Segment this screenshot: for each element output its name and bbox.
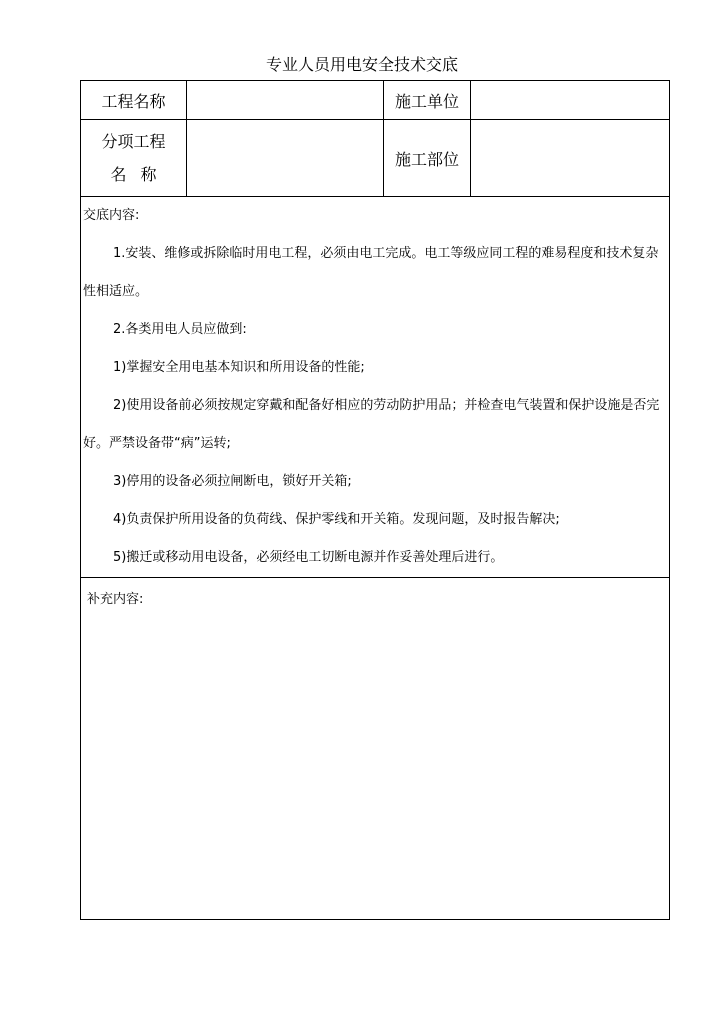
construction-part-label: 施工部位 — [384, 120, 471, 197]
disclosure-content-cell — [81, 197, 670, 578]
project-name-label: 工程名称 — [81, 81, 187, 120]
sub-project-label — [81, 120, 187, 197]
content-paragraph: 1.安装、维修或拆除临时用电工程，必须由电工完成。电工等级应同工程的难易程度和技术复杂性相适应。 — [83, 246, 659, 299]
sub-project-label-line2: 名称 — [110, 165, 171, 184]
construction-unit-label: 施工单位 — [384, 81, 471, 120]
content-paragraph: 5)搬迁或移动用电设备，必须经电工切断电源并作妥善处理后进行。 — [113, 550, 504, 565]
supplement-cell[interactable] — [81, 578, 670, 920]
content-paragraph: 3)停用的设备必须拉闸断电，锁好开关箱; — [113, 474, 352, 489]
supplement-heading: 补充内容: — [87, 592, 144, 607]
disclosure-form-table — [80, 80, 670, 920]
document-title: 专业人员用电安全技术交底 — [265, 55, 458, 74]
supplement-row — [81, 578, 670, 920]
construction-part-value[interactable] — [471, 120, 670, 197]
sub-project-row — [81, 120, 670, 197]
project-name-value[interactable] — [187, 81, 384, 120]
sub-project-value[interactable] — [187, 120, 384, 197]
sub-project-label-line1: 分项工程 — [101, 132, 166, 151]
content-paragraph: 1)掌握安全用电基本知识和所用设备的性能; — [113, 360, 365, 375]
content-row — [81, 197, 670, 578]
content-heading: 交底内容: — [83, 208, 140, 223]
project-info-row — [81, 81, 670, 120]
content-paragraph: 2.各类用电人员应做到: — [113, 322, 247, 337]
content-paragraph: 4)负责保护所用设备的负荷线、保护零线和开关箱。发现问题，及时报告解决; — [113, 512, 560, 527]
construction-unit-value[interactable] — [471, 81, 670, 120]
content-paragraph: 2)使用设备前必须按规定穿戴和配备好相应的劳动防护用品；并检查电气装置和保护设施是否完好。严禁设备带“病”运转; — [83, 398, 660, 451]
